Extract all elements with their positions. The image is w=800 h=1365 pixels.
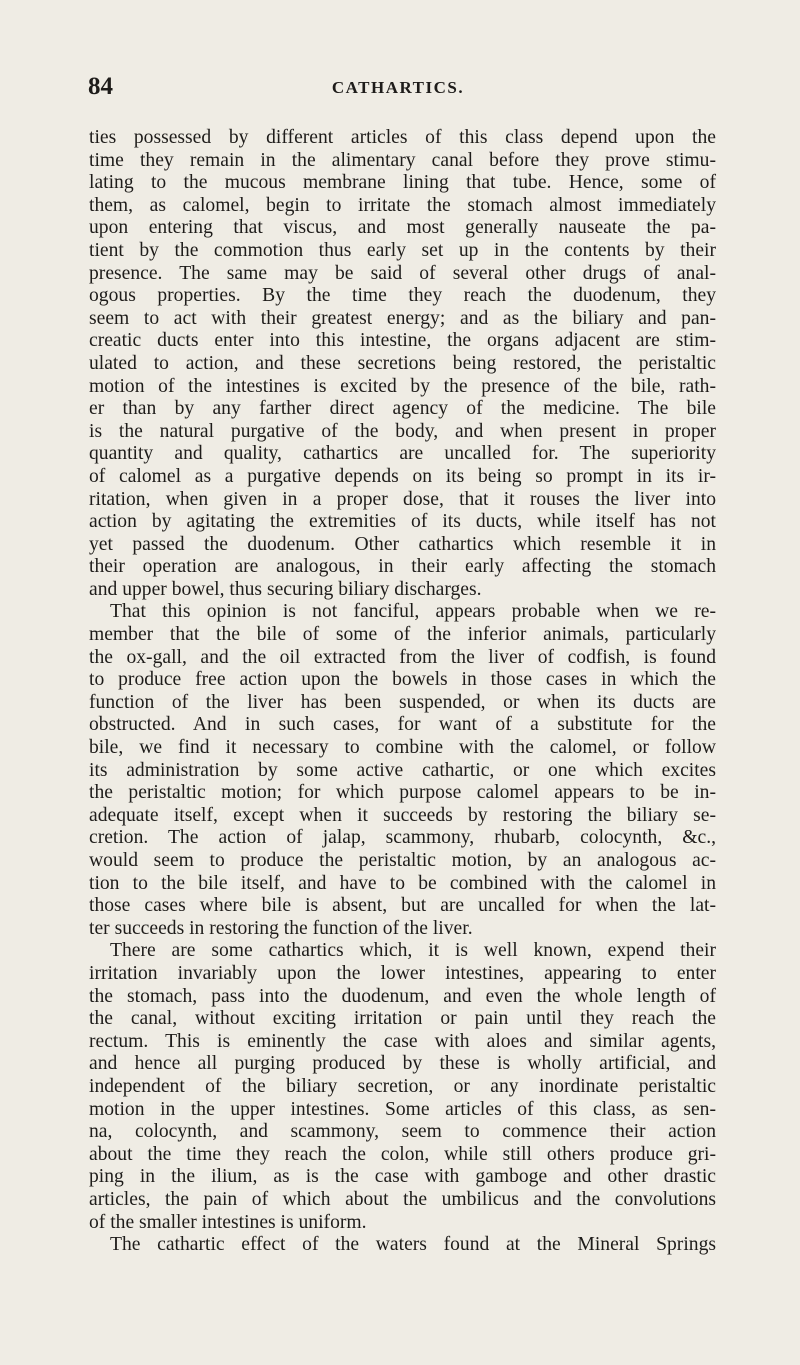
text-line: and upper bowel, thus securing biliary discharges.	[89, 578, 482, 600]
text-line: ter succeeds in restoring the function of the liver.	[89, 917, 473, 939]
page-number: 84	[88, 73, 113, 100]
text-line: quantity and quality, cathartics are uncalled for. The superiority	[89, 443, 716, 465]
text-line: tion to the bile itself, and have to be combined with the calomel in	[89, 872, 716, 894]
text-line: those cases where bile is absent, but are uncalled for when the lat-	[89, 895, 716, 917]
text-line: is the natural purgative of the body, and when present in proper	[89, 420, 716, 442]
running-head: CATHARTICS.	[331, 78, 465, 97]
text-line: seem to act with their greatest energy; and as the biliary and pan-	[89, 307, 716, 329]
text-line: upon entering that viscus, and most generally nauseate the pa-	[89, 217, 716, 239]
text-line: function of the liver has been suspended, or when its ducts are	[89, 691, 716, 713]
text-line: er than by any farther direct agency of the medicine. The bile	[89, 398, 716, 420]
text-line: about the time they reach the colon, while still others produce gri-	[89, 1143, 716, 1165]
text-line: yet passed the duodenum. Other cathartics which resemble it in	[89, 533, 716, 555]
text-line: of the smaller intestines is uniform.	[89, 1211, 367, 1233]
text-line: ogous properties. By the time they reach the duodenum, they	[89, 285, 716, 307]
text-line: rectum. This is eminently the case with aloes and similar agents,	[89, 1030, 716, 1052]
text-line: member that the bile of some of the inferior animals, particularly	[89, 624, 716, 646]
text-line: them, as calomel, begin to irritate the stomach almost immediately	[89, 194, 716, 216]
text-line: na, colocynth, and scammony, seem to commence their action	[89, 1121, 716, 1143]
page-header	[88, 72, 708, 102]
text-line: the peristaltic motion; for which purpose calomel appears to be in-	[89, 782, 716, 804]
text-line: the stomach, pass into the duodenum, and even the whole length of	[89, 985, 716, 1007]
text-line: motion of the intestines is excited by the presence of the bile, rath-	[89, 375, 716, 397]
text-line: The cathartic effect of the waters found at the Mineral Springs	[110, 1234, 716, 1256]
text-line: lating to the mucous membrane lining that tube. Hence, some of	[89, 172, 716, 194]
text-line: obstructed. And in such cases, for want of a substitute for the	[89, 714, 716, 736]
text-line: irritation invariably upon the lower intestines, appearing to enter	[89, 962, 716, 984]
text-line: of calomel as a purgative depends on its being so prompt in its ir-	[89, 465, 716, 487]
text-line: their operation are analogous, in their early affecting the stomach	[89, 556, 716, 578]
text-line: articles, the pain of which about the umbilicus and the convolutions	[89, 1188, 716, 1210]
text-line: to produce free action upon the bowels in those cases in which the	[89, 669, 716, 691]
text-line: action by agitating the extremities of its ducts, while itself has not	[89, 511, 716, 533]
text-line: ping in the ilium, as is the case with gamboge and other drastic	[89, 1166, 716, 1188]
body-text	[89, 127, 716, 1257]
text-line: tient by the commotion thus early set up in the contents by their	[89, 239, 716, 261]
text-line: ulated to action, and these secretions being restored, the peristaltic	[89, 352, 716, 374]
text-line: its administration by some active cathartic, or one which excites	[89, 759, 716, 781]
text-line: ties possessed by different articles of this class depend upon the	[89, 127, 716, 148]
text-line: There are some cathartics which, it is well known, expend their	[110, 940, 716, 962]
text-line: bile, we find it necessary to combine with the calomel, or follow	[89, 737, 716, 759]
text-line: and hence all purging produced by these is wholly artificial, and	[89, 1053, 716, 1075]
text-line: cretion. The action of jalap, scammony, rhubarb, colocynth, &c.,	[89, 827, 716, 849]
text-line: presence. The same may be said of several other drugs of anal-	[89, 262, 716, 284]
text-line: would seem to produce the peristaltic motion, by an analogous ac-	[89, 850, 716, 871]
text-line: the canal, without exciting irritation or pain until they reach the	[89, 1008, 716, 1030]
text-line: ritation, when given in a proper dose, that it rouses the liver into	[89, 488, 716, 510]
text-line: creatic ducts enter into this intestine, the organs adjacent are stim-	[89, 330, 716, 352]
text-line: time they remain in the alimentary canal before they prove stimu-	[89, 149, 716, 171]
text-line: motion in the upper intestines. Some articles of this class, as sen-	[89, 1098, 716, 1120]
text-line: That this opinion is not fanciful, appears probable when we re-	[110, 601, 716, 623]
text-line: the ox-gall, and the oil extracted from the liver of codfish, is found	[89, 646, 716, 668]
text-line: independent of the biliary secretion, or any inordinate peristaltic	[89, 1075, 716, 1097]
text-line: adequate itself, except when it succeeds by restoring the biliary se-	[89, 804, 716, 826]
